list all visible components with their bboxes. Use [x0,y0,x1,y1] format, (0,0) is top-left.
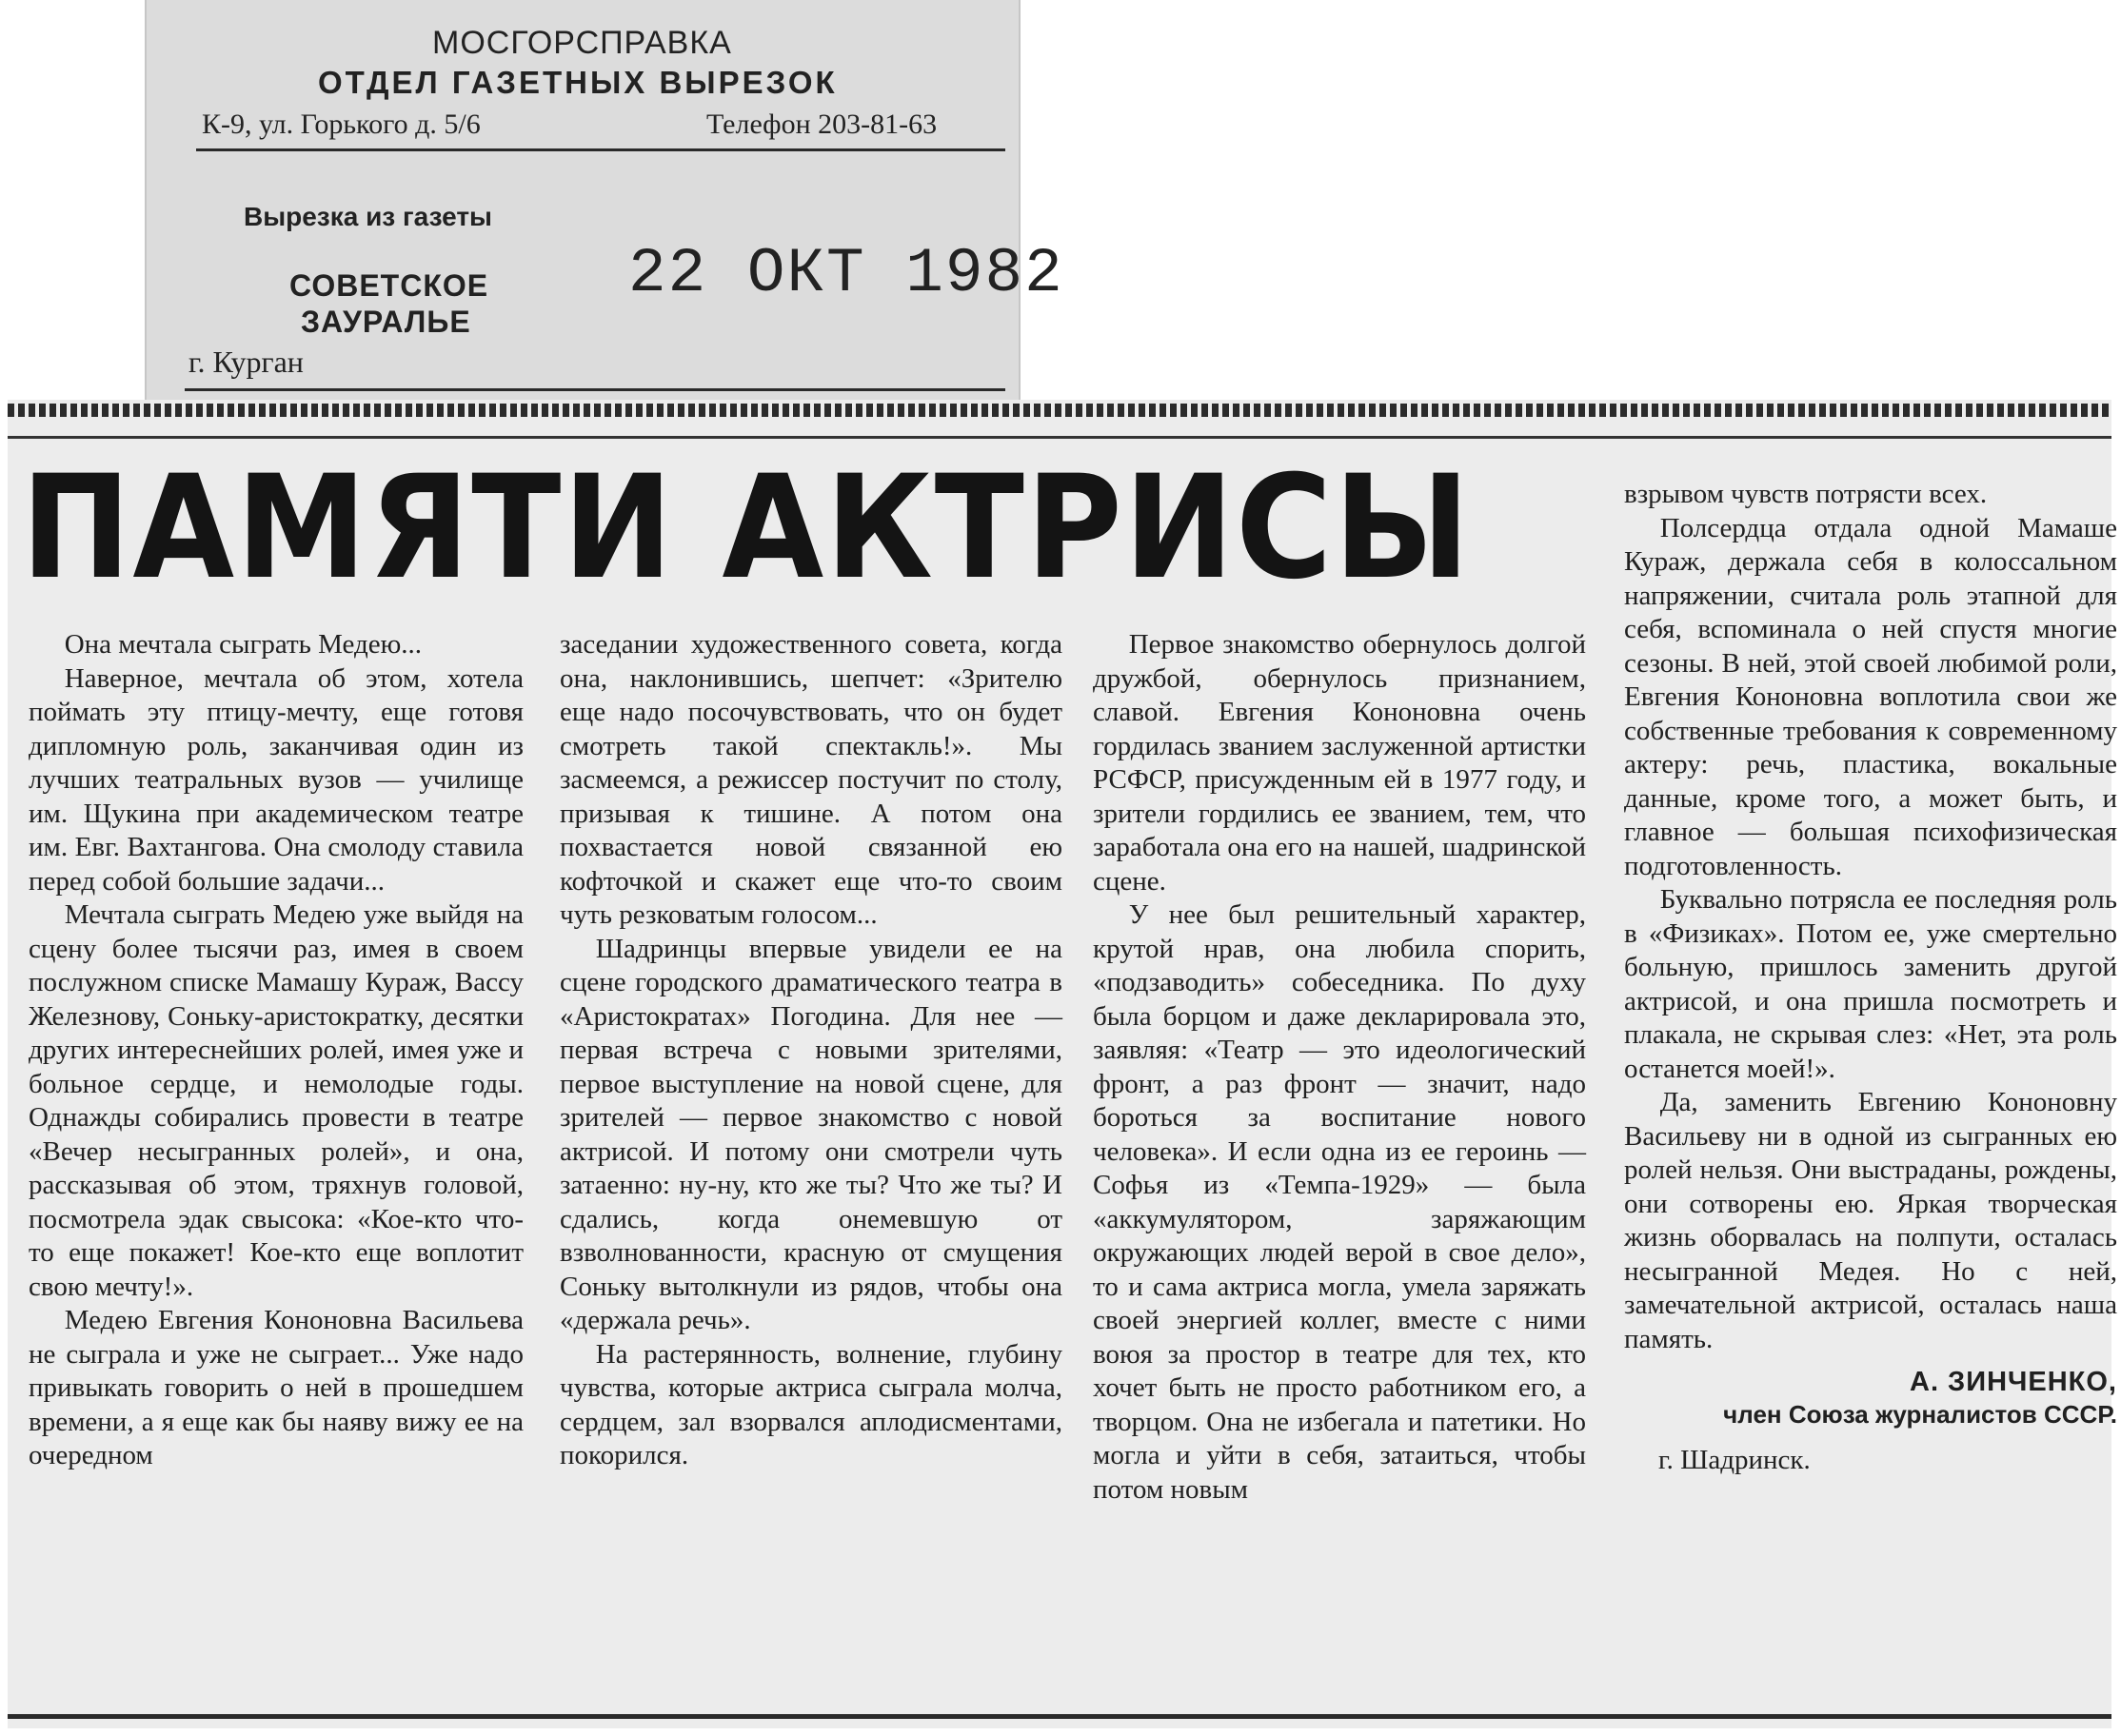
article-headline: ПАМЯТИ АКТРИСЫ [21,445,1472,611]
clipping-service-label [145,0,1064,404]
paragraph: взрывом чувств потрясти всех. [1624,479,1988,509]
paragraph: Она мечтала сыграть Медею... [64,629,423,660]
perforated-border [8,404,2111,417]
newspaper-name-line2: ЗАУРАЛЬЕ [301,305,471,339]
label-bottom-divider [185,388,1005,391]
paragraph: Полсердца отдала одной Мамаше Кураж, держала себя в колоссальном напряжении, считала роль этапной для себя, вспоминала о ней спустя многие сезоны. В ней, этой своей любимой роли, Евгения Кононовна воплотила свои же собственные требования к современному актеру: речь, пластика, вокальные данные, кроме того, а может быть, и главное — большая психофизическая подготовленность. [1624,512,2117,881]
newspaper-name-line1: СОВЕТСКОЕ [289,268,489,303]
article-column-2 [560,628,1062,1473]
author-name: А. ЗИНЧЕНКО, [1910,1367,2117,1397]
paragraph: На растерянность, волнение, глубину чувства, которые актриса сыграла молча, сердцем, зал взорвался аплодисментами, покорился. [560,1338,1062,1470]
paragraph: У нее был решительный характер, крутой нрав, она любила спорить, «подзаводить» собеседника. По духу была борцом и даже декларировала это, заявляя: «Театр — это идеологический фронт, а раз фронт — значит, надо бороться за воспитание нового человека». И если одна из ее героинь — Софья из «Темпа-1929» — была «аккумулятором, заряжающим окружающих людей верой в свое дело», то и сама актриса могла, умела заряжать своей энергией коллег, вместе с ними воюя за простор в театре для тех, кто хочет быть не просто работником его, а творцом. Она не избегала и патетики. Но могла и уйти в себя, затаиться, чтобы потом новым [1093,899,1586,1505]
author-city: г. Шадринск. [1658,1445,1811,1475]
agency-phone: Телефон 203-81-63 [706,108,938,140]
label-divider [196,148,1005,151]
department-name: ОТДЕЛ ГАЗЕТНЫХ ВЫРЕЗОК [318,65,838,100]
paragraph: Первое знакомство обернулось долгой дружбой, обернулось признанием, славой. Евгения Кононовна очень гордилась званием заслуженной артистки РСФСР, присужденным ей в 1977 году, и зрители гордились ее званием, тем, что заработала она его на нашей, шадринской сцене. [1093,629,1586,897]
paragraph: Буквально потрясла ее последняя роль в «Физиках». Потом ее, уже смертельно больную, пришлось заменить другой актрисой, и она пришла посмотреть и плакала, не скрывая слез: «Нет, эта роль останется моей!». [1624,884,2117,1084]
paragraph: Мечтала сыграть Медею уже выйдя на сцену более тысячи раз, имея в своем послужном списке Мамашу Кураж, Вассу Железнову, Соньку-аристократку, десятки других интереснейших ролей, имея уже и больное сердце, и немолодые годы. Однажды собирались провести в театре «Вечер несыгранных ролей», и она, рассказывая об этом, тряхнув головой, посмотрела эдак свысока: «Кое-кто что-то еще покажет! Кое-кто еще воплотит свою мечту!». [29,899,524,1302]
newspaper-clipping [8,400,2117,1728]
newspaper-city: г. Курган [188,345,304,379]
agency-name: МОСГОРСПРАВКА [432,25,732,61]
paragraph: Медею Евгения Кононовна Васильева не сыграла и уже не сыграет... Уже надо привыкать говорить о ней в прошедшем времени, а я еще как бы наяву вижу ее на очередном [29,1305,524,1470]
article-column-1 [29,628,524,1473]
cutting-from-label: Вырезка из газеты [244,202,492,231]
author-title: член Союза журналистов СССР. [1723,1400,2117,1429]
agency-address: К-9, ул. Горького д. 5/6 [202,108,481,140]
article-column-3 [1093,628,1586,1507]
article-column-4 [1624,478,2117,1478]
top-rule [8,436,2111,439]
bottom-rule [8,1714,2111,1719]
paragraph: Да, заменить Евгению Кононовну Васильеву ни в одной из сыгранных ею ролей нельзя. Они выстраданы, рождены, они сотворены ею. Яркая творческая жизнь оборвалась на полпути, осталась несыгранной Медея. Но с ней, замечательной актрисой, осталась наша память. [1624,1087,2117,1354]
paragraph: заседании художественного совета, когда она, наклонившись, шепчет: «Зрителю еще надо посочувствовать, что он будет смотреть такой спектакль!». Мы засмеемся, а режиссер постучит по столу, призывая к тишине. А потом она похвастается новой связанной ею кофточкой и скажет еще что-то своим чуть резковатым голосом... [560,629,1062,930]
paragraph: Шадринцы впервые увидели ее на сцене городского драматического театра в «Аристократах» Погодина. Для нее — первая встреча с новыми зрителями, первое выступление на новой сцене, для зрителей — первое знакомство с новой актрисой. И потому они смотрели чуть затаенно: ну-ну, кто же ты? Что же ты? И сдались, когда онемевшую от взволнованности, красную от смущения Соньку вытолкнули из рядов, чтобы она «держала речь». [560,933,1062,1335]
paragraph: Наверное, мечтала об этом, хотела поймать эту птицу-мечту, еще готовя дипломную роль, заканчивая один из лучших театральных вузов — училище им. Щукина при академическом театре им. Евг. Вахтангова. Она смолоду ставила перед собой большие задачи... [29,662,524,897]
date-stamp: 22 ОКТ 1982 [628,238,1064,309]
